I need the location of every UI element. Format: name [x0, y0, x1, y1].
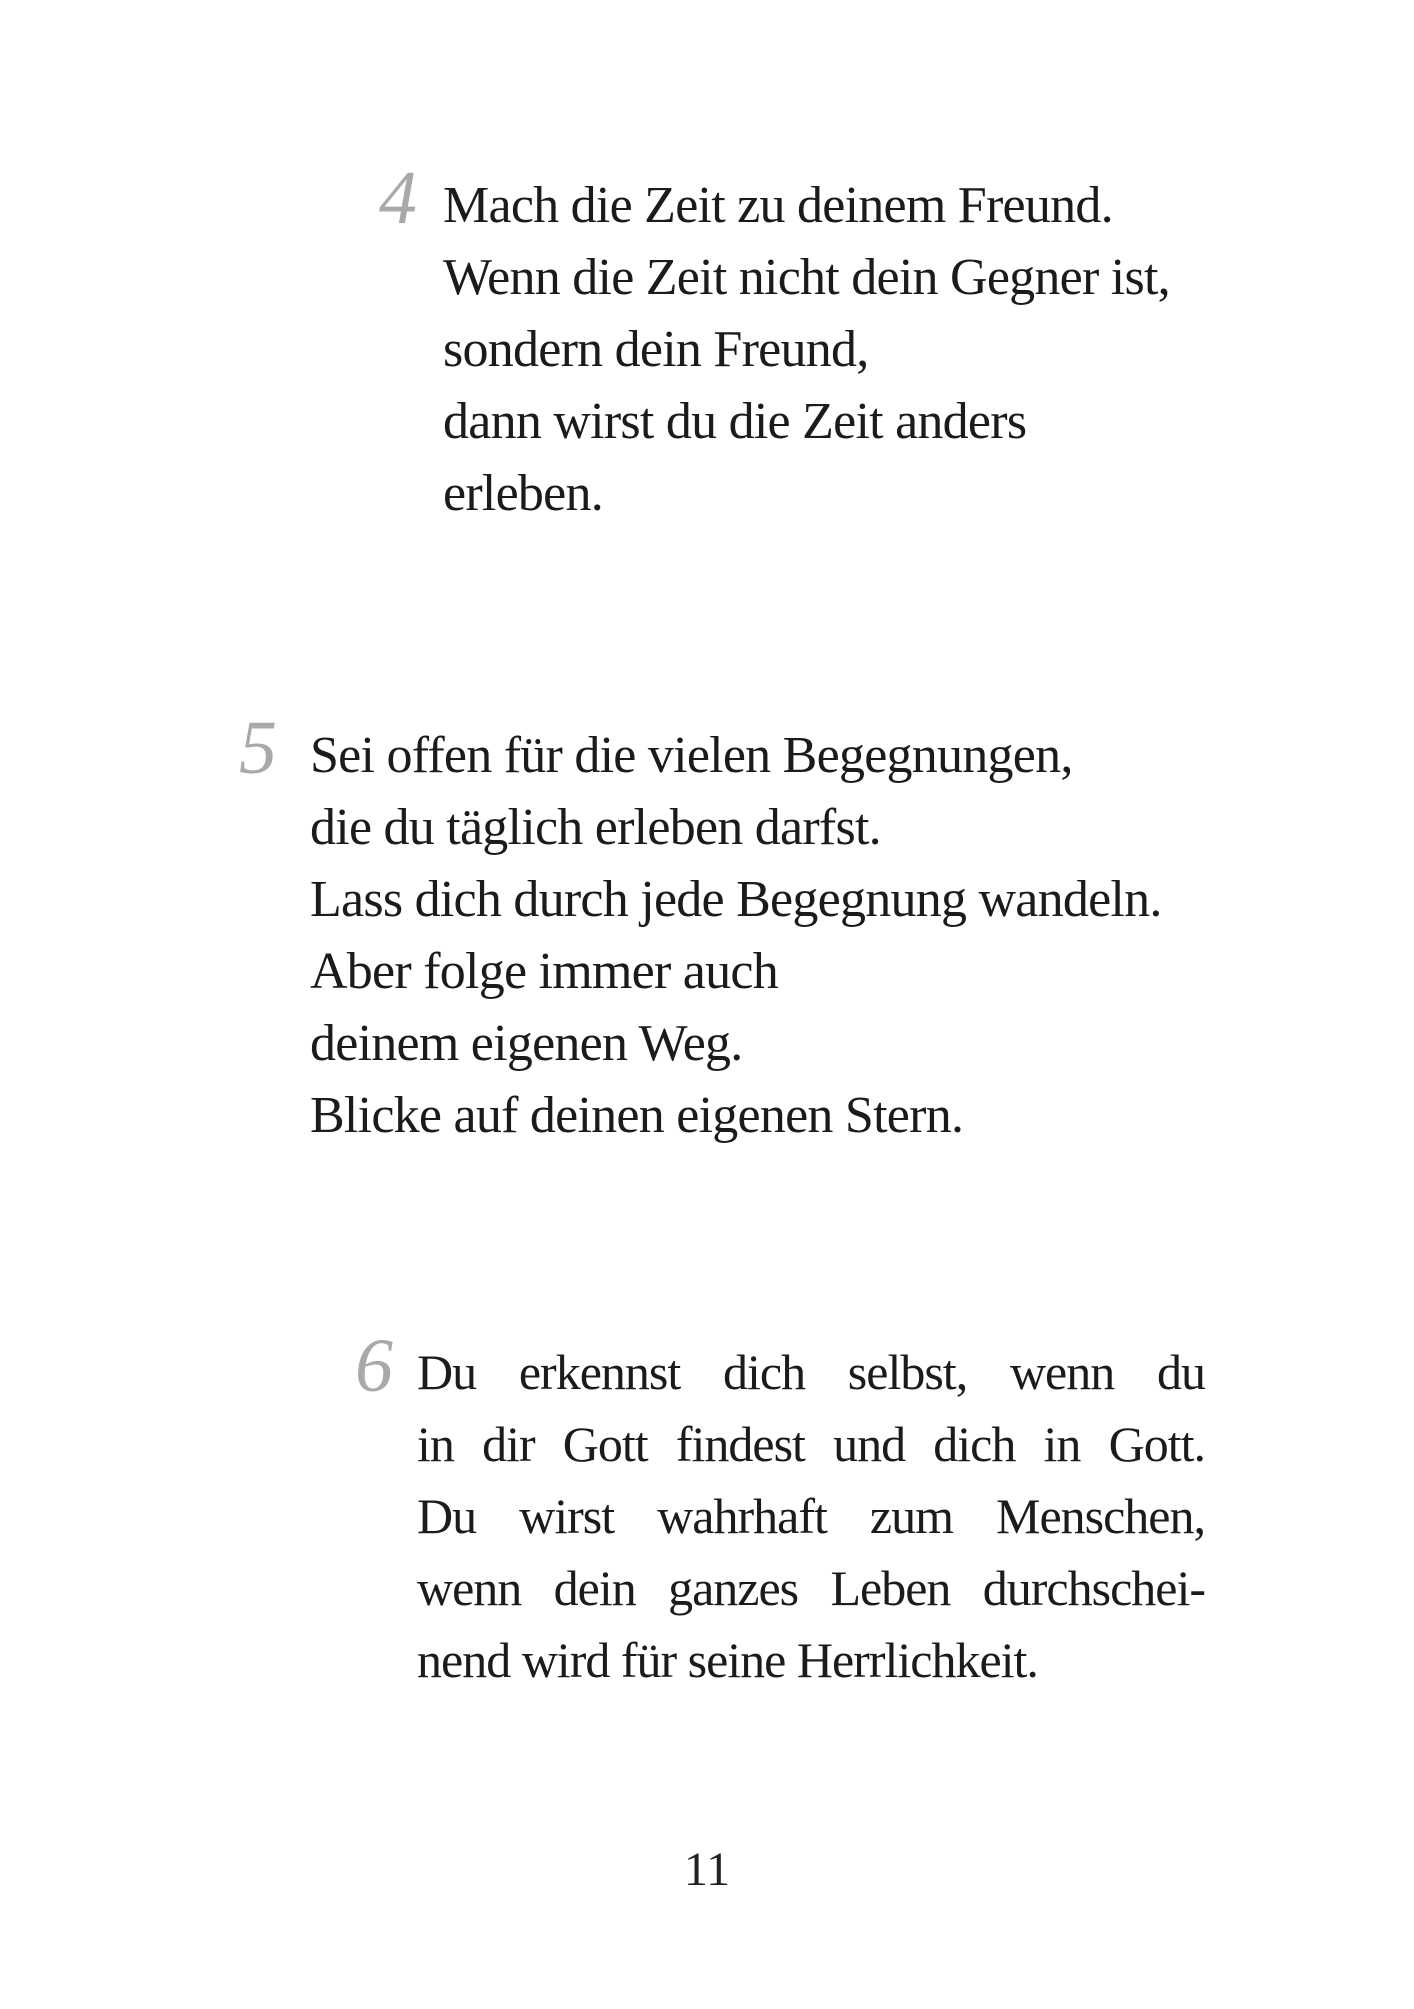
section-number-6: 6 [355, 1324, 393, 1408]
page-number: 11 [683, 1843, 731, 1896]
aphorism-6 [417, 1336, 1205, 1696]
text-line: Sei offen für die vielen Begegnungen, [310, 727, 1073, 784]
aphorism-4 [443, 170, 1170, 530]
text-line: in dir Gott findest und dich in Gott. [417, 1416, 1205, 1472]
text-line: Du wirst wahrhaft zum Menschen, [417, 1488, 1205, 1544]
text-line: wenn dein ganzes Leben durchschei- [417, 1560, 1205, 1616]
text-line: dann wirst du die Zeit anders [443, 393, 1027, 450]
text-line: Wenn die Zeit nicht dein Gegner ist, [443, 249, 1170, 306]
text-line: erleben. [443, 465, 604, 522]
text-line: Lass dich durch jede Begegnung wandeln. [310, 871, 1162, 928]
text-line: Mach die Zeit zu deinem Freund. [443, 177, 1113, 234]
text-line: nend wird für seine Herrlichkeit. [417, 1632, 1038, 1688]
text-line: deinem eigenen Weg. [310, 1015, 743, 1072]
text-line: sondern dein Freund, [443, 321, 869, 378]
text-line: Blicke auf deinen eigenen Stern. [310, 1087, 964, 1144]
text-line: Du erkennst dich selbst, wenn du [417, 1344, 1205, 1400]
text-line: die du täglich erleben darfst. [310, 799, 881, 856]
aphorism-5 [310, 720, 1162, 1152]
text-line: Aber folge immer auch [310, 943, 778, 1000]
section-number-5: 5 [239, 706, 277, 790]
section-number-4: 4 [379, 156, 417, 240]
